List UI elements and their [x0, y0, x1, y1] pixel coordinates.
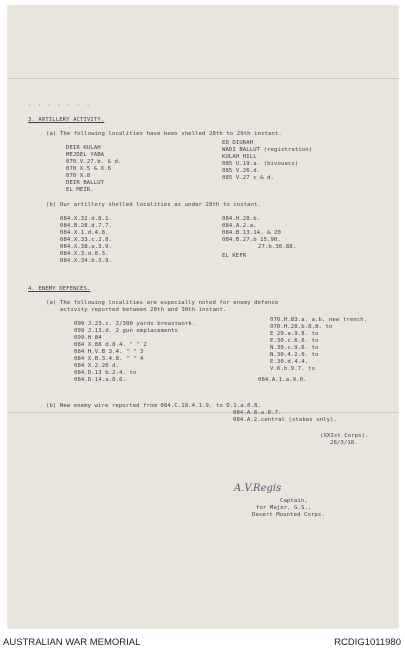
our-shelled-locality: 084.X.32.d.8.1. [60, 216, 113, 222]
defence-entry: 084 X.B.3.4.8. " " 4 [74, 356, 144, 362]
artillery-heading: 3. ARTILLERY ACTIVITY. [28, 117, 105, 123]
defence-entry: 070.H.83.a. a.b. new trench. [270, 317, 368, 323]
defence-entry: 084 X.2.26 d. [74, 363, 120, 369]
signoff-rank: Captain, [280, 498, 308, 504]
handwritten-signature: A.V.Regis [234, 483, 282, 494]
artillery-a-text: (a) The following localities have been shelled 28th to 29th instant. [46, 131, 282, 137]
signoff-for: for Major, G.S., [256, 505, 312, 511]
shelled-locality: 085 V.27 c & d. [222, 175, 275, 181]
shelled-locality: DEIR BALLUT [66, 180, 105, 186]
defence-entry: 084.D.14.a.8.6. [74, 377, 127, 383]
our-shelled-locality: 084.A.2.a. [222, 223, 257, 229]
defences-a-line2: activity reported between 28th and 30th instant. [60, 307, 227, 313]
separator-dots: · · · · · · · [28, 103, 92, 109]
defence-entry: 084.A.1.a.9.0. [258, 377, 307, 383]
shelled-locality: ED DIURAH [222, 140, 254, 146]
defence-entry: 070.H.28.b.8.8. to [270, 324, 333, 330]
our-shelled-locality: 084.B.28.d.7.7. [60, 223, 113, 229]
defence-entry: 084.D.13 b.2.4. to [74, 370, 137, 376]
defence-entry: E.30.c.6.6. to [270, 338, 319, 344]
defences-b-line1: (b) New enemy wire reported from 084.C.18.4.1.9. to D.1.a.0.8. [46, 403, 261, 409]
defence-entry: V.6.b.9.7. to [270, 366, 316, 372]
date-reference: 28/3/18. [330, 440, 358, 446]
corps-reference: (XXIst Corps). [320, 433, 369, 439]
our-shelled-locality: 084.H.28.b. [222, 216, 261, 222]
shelled-locality: EL MEIR. [66, 187, 94, 193]
defence-entry: E.30.d.4.4. [270, 359, 309, 365]
defences-heading: 4. ENEMY DEFENCES. [28, 286, 91, 292]
document-page [8, 6, 398, 628]
shelled-locality: WADI BALLUT (registration) [222, 147, 313, 153]
signoff-unit: Desert Mounted Corps. [252, 512, 325, 518]
defence-entry: 099 J.23.c. 2/300 yards breastwork. [74, 321, 196, 327]
our-shelled-locality: 084.X.1.d.4.8. [60, 230, 109, 236]
shelled-locality: MEJDEL YABA [66, 152, 105, 158]
shelled-locality: KULAH HILL [222, 154, 257, 160]
defence-entry: 099.H 84 [74, 335, 102, 341]
show-through: · · · [178, 176, 197, 183]
defence-entry: 099 J.13.d. 2 gun emplacements [74, 328, 179, 334]
our-shelled-locality: 084.X.34.b.3.9. [60, 258, 113, 264]
archive-name: AUSTRALIAN WAR MEMORIAL [3, 637, 141, 648]
defence-entry: 084 H.V.B 3.4. " " 3 [74, 349, 144, 355]
shelled-locality: 085 V.26.d. [222, 168, 261, 174]
shelled-locality: 070 X.8 [66, 173, 91, 179]
shelled-locality: DEIR KULAH [66, 145, 101, 151]
shelled-locality: 085 U.19.a. (bivouacs) [222, 161, 299, 167]
record-id: RCDIG1011980 [334, 637, 401, 648]
our-shelled-locality: 084.X.38.a.3.9. [60, 244, 113, 250]
defences-a-line1: (a) The following localities are especially noted for enemy defence [46, 300, 279, 306]
our-shelled-locality: 27.b.30.88. [258, 244, 297, 250]
defence-entry: 084 X.88 d.8.4. " " 2 [74, 342, 147, 348]
our-shelled-locality: 084.X.33.c.2.8. [60, 237, 113, 243]
artillery-b-text: (b) Our artillery shelled localities as under 28th to instant. [46, 202, 261, 208]
our-shelled-locality: EL KEFR [222, 253, 247, 259]
shelled-locality: 070.V.27.b. & d. [66, 159, 122, 165]
defence-entry: E 29.a.9.8. to [270, 331, 319, 337]
fold-line [8, 412, 398, 413]
defences-b-line3: 084.A.2.central (stakes only). [233, 417, 338, 423]
fold-line [8, 78, 398, 79]
defence-entry: N.30.c.9.6. to [270, 345, 319, 351]
defence-entry: N.30.4.2.0. to [270, 352, 319, 358]
our-shelled-locality: 084.X.3.d.8.3. [60, 251, 109, 257]
our-shelled-locality: 084.B.27.b 15.90. [222, 237, 281, 243]
shelled-locality: 070 X.5 & X.6 [66, 166, 112, 172]
defences-b-line2: 084.A.8.a.8.7. [233, 410, 282, 416]
our-shelled-locality: 084.B.13.14. & 20 [222, 230, 281, 236]
